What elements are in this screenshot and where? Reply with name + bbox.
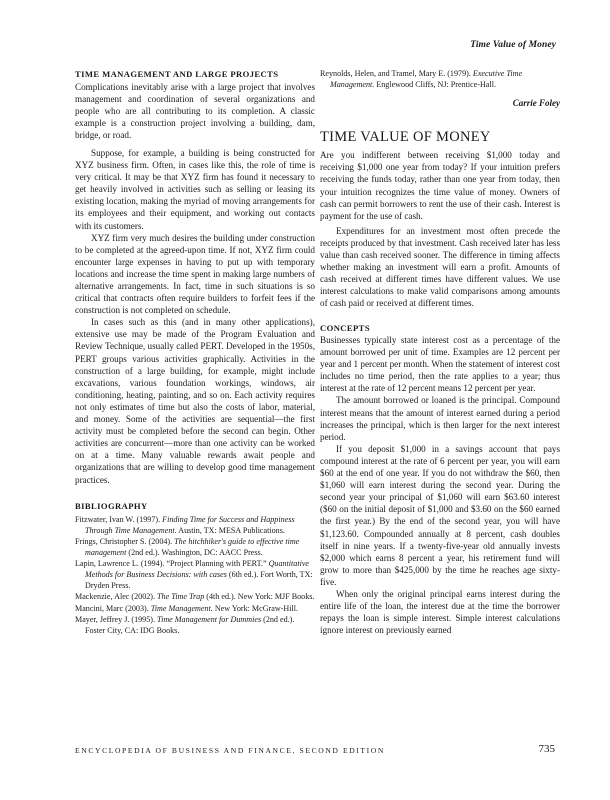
paragraph: When only the original principal earns interest during the entire life of the loan, the interest due at the time the borrower repays the loan is simple interest. Simple interest calculations ignore interest on previously earned [320, 588, 560, 636]
concepts-heading: CONCEPTS [320, 322, 370, 333]
paragraph: Are you indifferent between receiving $1,000 today and receiving $1,000 one year from today? If your intuition prefers receiving the funds today, rather than one year from today, then your intuition recognizes the time value of money. Owners of cash can permit borrowers to rent the use of their cash. Interest is payment for the use of cash. [320, 150, 560, 221]
paragraph: Suppose, for example, a building is being constructed for XYZ business firm. Often, in cases like this, the role of time is very critical. It may be that XYZ firm has found it necessary to get heavily involved in activities such as selling or leasing its existing location, making the myriad of moving arrangements for its employees and their equipment, and working out contacts with its customers. [75, 147, 315, 231]
section-heading-time-management: TIME MANAGEMENT AND LARGE PROJECTS [75, 69, 279, 79]
bibliography-entry: Frings, Christopher S. (2004). The hitchhiker's guide to effective time management (2nd ed.). Washington, DC: AACC Press. [75, 537, 300, 557]
bibliography-heading: BIBLIOGRAPHY [75, 500, 148, 511]
bibliography-entry: Mancini, Marc (2003). Time Management. New York: McGraw-Hill. [75, 603, 298, 613]
paragraph: The amount borrowed or loaned is the principal. Compound interest means that the amount of interest earned during a period increases the principal, which is then larger for the next interest period. [320, 395, 560, 442]
page-number: 735 [538, 743, 555, 755]
bibliography-entry: Mackenzie, Alec (2002). The Time Trap (4th ed.). New York: MJF Books. [75, 592, 315, 602]
paragraph: If you deposit $1,000 in a savings account that pays compound interest at the rate of 6 percent per year, you will earn $60 at the end of one year. If you do not withdraw the $60, then $1,060 will earn interest during the second year. During the second year your principal of $1,060 will earn $63.60 interest ($60 on the initial deposit of $1,000 and $3.60 on the $60 earned the first year.) By the end of the second year, you will have $1,123.60. Compounded annually at 8 percent, cash doubles itself in nine years. If a twenty-five-year old annually invests $2,000 which earns 8 percent a year, his retirement fund will grow to more than $425,000 by the time he reaches age sixty-five. [320, 443, 560, 587]
right-column [320, 69, 560, 636]
paragraph: Expenditures for an investment most often precede the receipts produced by that investment. Cash received later has less value than cash received sooner. The difference in timing affects whether making an investment will earn a profit. Amounts of cash received at different times have different values. We use interest calculations to make valid comparisons among amounts of cash paid or received at different times. [320, 225, 560, 309]
bibliography-entry: Fitzwater, Ivan W. (1997). Finding Time for Success and Happiness Through Time Management. Austin, TX: MESA Publications. [75, 515, 295, 535]
left-column [75, 69, 315, 638]
bibliography-entry: Reynolds, Helen, and Tramel, Mary E. (1979). Executive Time Management. Englewood Cliffs, NJ: Prentice-Hall. [320, 69, 523, 89]
paragraph: Complications inevitably arise with a large project that involves management and coordination of several organizations and people who are all contributing to its completion. A classic example is a construction project involving a building, dam, bridge, or road. [75, 81, 315, 140]
article-title: TIME VALUE OF MONEY [320, 129, 491, 146]
running-head: Time Value of Money [470, 40, 556, 50]
author-signature: Carrie Foley [512, 98, 560, 109]
paragraph: Businesses typically state interest cost as a percentage of the amount borrowed per unit of time. Examples are 12 percent per year and 1 percent per month. When the statement of interest cost includes no time period, then the rate applies to a year; thus interest at the rate of 12 percent means 12 percent per year. [320, 335, 560, 394]
bibliography-entry: Mayer, Jeffrey J. (1995). Time Management for Dummies (2nd ed.). Foster City, CA: IDG Books. [75, 615, 295, 636]
paragraph: In cases such as this (and in many other applications), extensive use may be made of the Program Evaluation and Review Technique, usually called PERT. Developed in the 1950s, PERT groups various activities graphically. Activities in the construction of a large building, for example, might include excavations, various foundation workings, windows, air conditioning, heating, painting, and so on. Each activity requires not only estimates of time but also the costs of labor, material, and money. Some of the activities are sequential—the first activity must be completed before the second can begin. Other activities are concurrent—more than one activity can be worked on at a time. Many valuable rewards await people and organizations that are willing to develop good time management practices. [75, 317, 315, 485]
bibliography-entry: Lapin, Lawrence L. (1994). “Project Planning with PERT.” Quantitative Methods for Business Decisions: with cases (6th ed.). Fort Worth, TX: Dryden Press. [75, 559, 313, 590]
paragraph: XYZ firm very much desires the building under construction to be completed at the agreed-upon time. If not, XYZ firm could encounter large expenses in having to put up with temporary locations and increase the time spent in making large numbers of alternative arrangements. In fact, time in such situations is so critical that contracts often require builders to forfeit fees if the construction is not completed on schedule. [75, 232, 315, 316]
footer-book-title: ENCYCLOPEDIA OF BUSINESS AND FINANCE, SECOND EDITION [75, 746, 385, 755]
